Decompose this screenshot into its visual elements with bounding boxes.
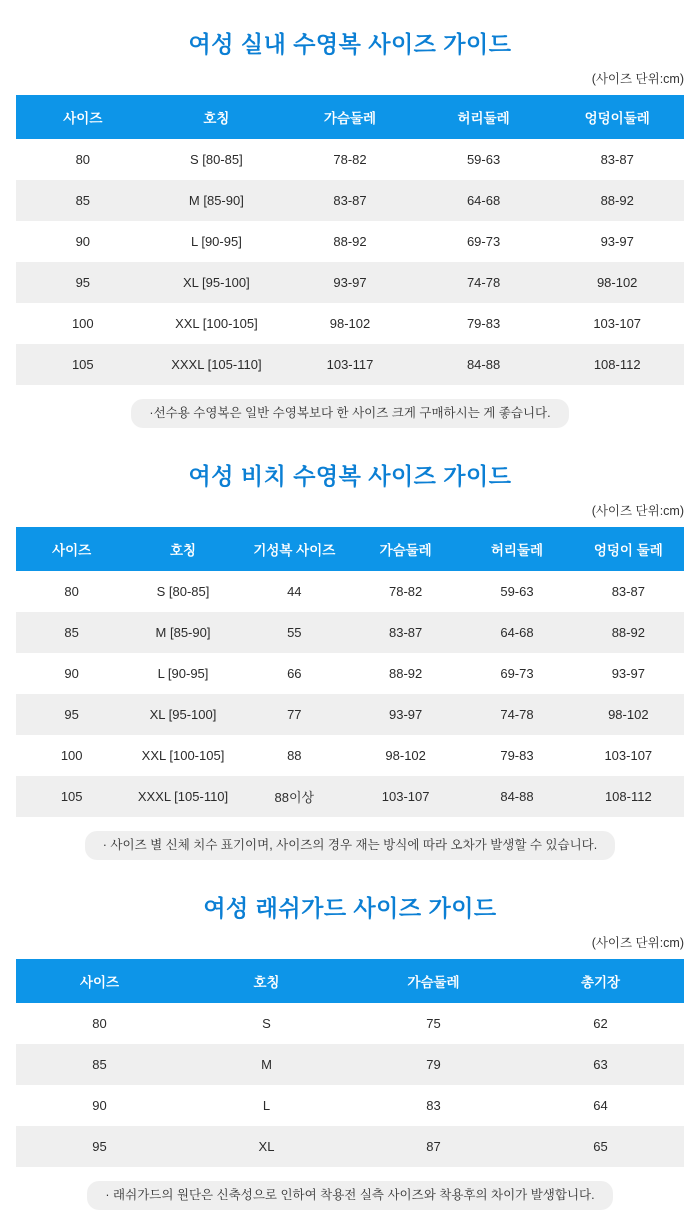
footnote-wrap — [0, 385, 700, 432]
table-cell: 83-87 — [550, 139, 684, 180]
table-row — [16, 262, 684, 303]
column-header: 허리둘레 — [417, 95, 551, 139]
column-header: 사이즈 — [16, 959, 183, 1003]
table-cell: 108-112 — [573, 776, 684, 817]
table-cell: 74-78 — [461, 694, 572, 735]
footnote-wrap — [0, 1167, 700, 1214]
column-header: 가슴둘레 — [350, 959, 517, 1003]
column-header: 총기장 — [517, 959, 684, 1003]
column-header: 사이즈 — [16, 527, 127, 571]
table-cell: XXL [100-105] — [150, 303, 284, 344]
table-cell: M [85-90] — [127, 612, 238, 653]
column-header: 기성복 사이즈 — [239, 527, 350, 571]
table-row — [16, 180, 684, 221]
table-cell: 95 — [16, 694, 127, 735]
table-row — [16, 1003, 684, 1044]
table-cell: L — [183, 1085, 350, 1126]
table-header-row — [16, 95, 684, 139]
table-cell: 103-107 — [573, 735, 684, 776]
table-cell: XXXL [105-110] — [150, 344, 284, 385]
size-guide-section — [0, 0, 700, 432]
table-cell: 80 — [16, 571, 127, 612]
column-header: 엉덩이둘레 — [550, 95, 684, 139]
table-cell: 88-92 — [283, 221, 417, 262]
table-cell: 88-92 — [550, 180, 684, 221]
unit-note: (사이즈 단위:cm) — [591, 72, 684, 86]
table-cell: 79-83 — [417, 303, 551, 344]
table-row — [16, 571, 684, 612]
table-cell: 84-88 — [417, 344, 551, 385]
table-row — [16, 303, 684, 344]
table-cell: 83-87 — [573, 571, 684, 612]
table-cell: 62 — [517, 1003, 684, 1044]
table-cell: XXXL [105-110] — [127, 776, 238, 817]
table-header-row — [16, 527, 684, 571]
table-header-row — [16, 959, 684, 1003]
table-row — [16, 1085, 684, 1126]
table-cell: 108-112 — [550, 344, 684, 385]
table-cell: 64 — [517, 1085, 684, 1126]
table-cell: 105 — [16, 344, 150, 385]
table-cell: 66 — [239, 653, 350, 694]
table-cell: 100 — [16, 303, 150, 344]
table-cell: 98-102 — [350, 735, 461, 776]
table-cell: 83-87 — [283, 180, 417, 221]
table-cell: 93-97 — [550, 221, 684, 262]
footnote-wrap — [0, 817, 700, 864]
table-row — [16, 221, 684, 262]
table-row — [16, 1044, 684, 1085]
section-footnote: ·선수용 수영복은 일반 수영복보다 한 사이즈 크게 구매하시는 게 좋습니다. — [131, 399, 568, 428]
table-cell: L [90-95] — [127, 653, 238, 694]
size-table — [16, 95, 684, 385]
table-cell: 79-83 — [461, 735, 572, 776]
table-cell: 85 — [16, 180, 150, 221]
table-cell: 93-97 — [573, 653, 684, 694]
table-row — [16, 139, 684, 180]
section-footnote: · 래쉬가드의 원단은 신축성으로 인하여 착용전 실측 사이즈와 착용후의 차이가 발생합니다. — [87, 1181, 612, 1210]
table-cell: 95 — [16, 1126, 183, 1167]
size-table — [16, 959, 684, 1167]
table-cell: 93-97 — [283, 262, 417, 303]
table-cell: XXL [100-105] — [127, 735, 238, 776]
size-guide-section — [0, 864, 700, 1214]
table-cell: M — [183, 1044, 350, 1085]
table-cell: XL [95-100] — [127, 694, 238, 735]
table-cell: 93-97 — [350, 694, 461, 735]
column-header: 호칭 — [183, 959, 350, 1003]
table-cell: 90 — [16, 221, 150, 262]
section-title: 여성 래쉬가드 사이즈 가이드 — [203, 895, 497, 921]
table-cell: 100 — [16, 735, 127, 776]
column-header: 엉덩이 둘레 — [573, 527, 684, 571]
table-cell: 103-117 — [283, 344, 417, 385]
table-cell: 85 — [16, 1044, 183, 1085]
table-cell: 88-92 — [350, 653, 461, 694]
table-cell: 63 — [517, 1044, 684, 1085]
column-header: 사이즈 — [16, 95, 150, 139]
table-cell: 84-88 — [461, 776, 572, 817]
table-cell: 88-92 — [573, 612, 684, 653]
table-cell: 87 — [350, 1126, 517, 1167]
section-title: 여성 비치 수영복 사이즈 가이드 — [188, 463, 512, 489]
table-cell: S [80-85] — [127, 571, 238, 612]
table-cell: 78-82 — [283, 139, 417, 180]
size-table — [16, 527, 684, 817]
table-cell: 64-68 — [461, 612, 572, 653]
table-cell: 98-102 — [283, 303, 417, 344]
table-cell: 80 — [16, 139, 150, 180]
table-cell: S [80-85] — [150, 139, 284, 180]
table-cell: 98-102 — [550, 262, 684, 303]
table-cell: 77 — [239, 694, 350, 735]
table-cell: 78-82 — [350, 571, 461, 612]
table-cell: 75 — [350, 1003, 517, 1044]
table-row — [16, 653, 684, 694]
table-cell: 59-63 — [417, 139, 551, 180]
column-header: 호칭 — [150, 95, 284, 139]
table-cell: 44 — [239, 571, 350, 612]
table-cell: 65 — [517, 1126, 684, 1167]
table-cell: 80 — [16, 1003, 183, 1044]
table-row — [16, 776, 684, 817]
table-row — [16, 344, 684, 385]
table-cell: 79 — [350, 1044, 517, 1085]
table-cell: XL — [183, 1126, 350, 1167]
table-cell: 103-107 — [350, 776, 461, 817]
column-header: 호칭 — [127, 527, 238, 571]
table-cell: 59-63 — [461, 571, 572, 612]
table-cell: 105 — [16, 776, 127, 817]
table-cell: 74-78 — [417, 262, 551, 303]
section-footnote: · 사이즈 별 신체 치수 표기이며, 사이즈의 경우 재는 방식에 따라 오차가 발생할 수 있습니다. — [85, 831, 615, 860]
section-title: 여성 실내 수영복 사이즈 가이드 — [188, 31, 512, 57]
column-header: 가슴둘레 — [283, 95, 417, 139]
unit-note: (사이즈 단위:cm) — [591, 504, 684, 518]
table-cell: 83 — [350, 1085, 517, 1126]
column-header: 가슴둘레 — [350, 527, 461, 571]
table-cell: 98-102 — [573, 694, 684, 735]
table-row — [16, 612, 684, 653]
table-cell: 88 — [239, 735, 350, 776]
table-cell: 55 — [239, 612, 350, 653]
table-cell: S — [183, 1003, 350, 1044]
table-cell: 95 — [16, 262, 150, 303]
column-header: 허리둘레 — [461, 527, 572, 571]
table-cell: M [85-90] — [150, 180, 284, 221]
table-row — [16, 1126, 684, 1167]
table-row — [16, 735, 684, 776]
table-cell: 90 — [16, 653, 127, 694]
table-cell: 83-87 — [350, 612, 461, 653]
table-cell: L [90-95] — [150, 221, 284, 262]
table-row — [16, 694, 684, 735]
unit-note: (사이즈 단위:cm) — [591, 936, 684, 950]
table-cell: 85 — [16, 612, 127, 653]
table-cell: 69-73 — [417, 221, 551, 262]
table-cell: 103-107 — [550, 303, 684, 344]
table-cell: 69-73 — [461, 653, 572, 694]
table-cell: 90 — [16, 1085, 183, 1126]
table-cell: 64-68 — [417, 180, 551, 221]
size-guide-section — [0, 432, 700, 864]
table-cell: XL [95-100] — [150, 262, 284, 303]
table-cell: 88이상 — [239, 776, 350, 817]
